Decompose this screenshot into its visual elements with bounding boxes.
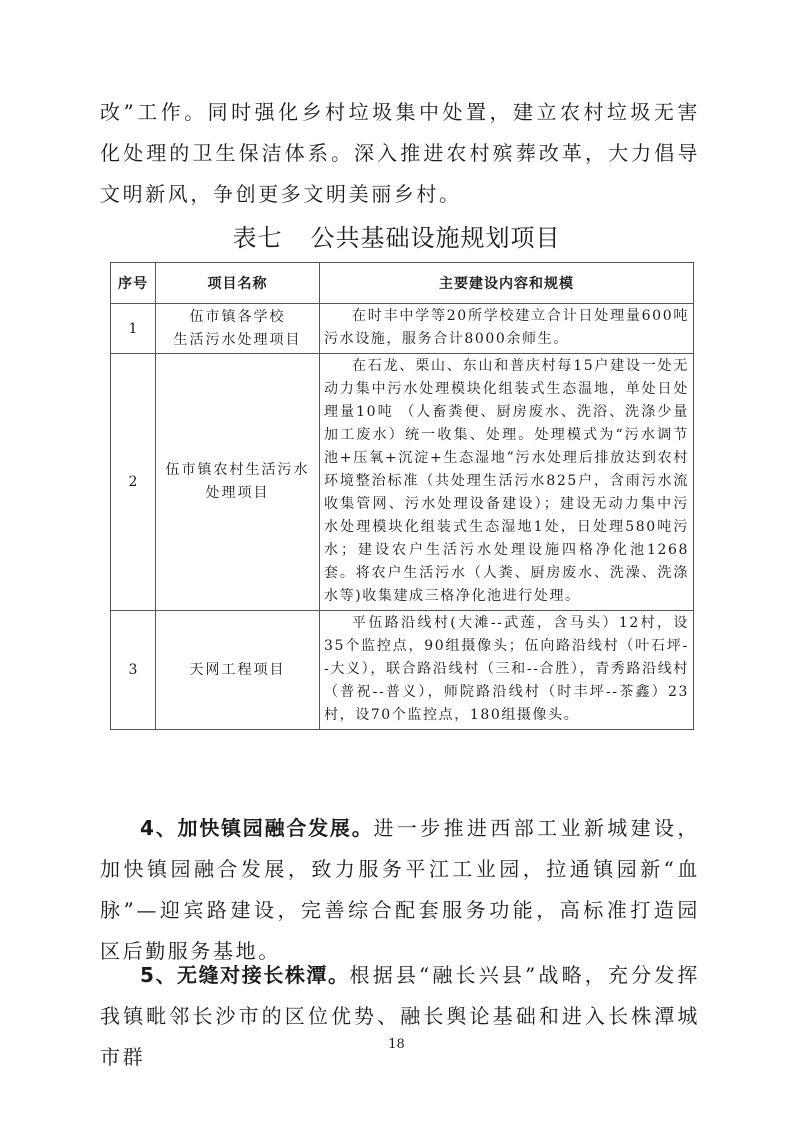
row-content [320,611,694,730]
row-name [156,354,320,611]
table-row [111,354,694,611]
row-content-text: 在时丰中学等20所学校建立合计日处理量600吨污水设施，服务合计8000余师生。 [324,308,689,347]
header-no: 序号 [111,263,156,304]
row-content-text: 平伍路沿线村(大滩--武莲，含马头）12村，设35个监控点，90组摄像头；伍向路沿线村（叶石坪--大义），联合路沿线村（三和--合胜），青秀路沿线村（普祝--普义），师院路沿线村（时丰坪--茶鑫）23村，设70个监控点，180组摄像头。 [324,615,689,723]
table-header-row [111,263,694,304]
row-name-line: 生活污水处理项目 [173,331,302,348]
row-name-line: 伍市镇各学校 [189,308,286,325]
row-name [156,611,320,730]
page-number: 18 [388,1037,405,1052]
section-5-body: 根据县“融长兴县”战略，充分发挥我镇毗邻长沙市的区位优势、融长舆论基础和进入长株潭城市群 [100,963,700,1069]
row-content [320,354,694,611]
row-name-line: 伍市镇农村生活污水 [165,462,310,478]
table-row [111,304,694,354]
row-content [320,304,694,354]
section-4-body: 进一步推进西部工业新城建设，加快镇园融合发展，致力服务平江工业园，拉通镇园新“血脉”—迎宾路建设，完善综合配套服务功能，高标准打造园区后勤服务基地。 [100,816,700,963]
row-no: 3 [111,611,156,730]
row-content-text: 在石龙、栗山、东山和普庆村每15户建设一处无动力集中污水处理模块化组装式生态温地，单处日处理量10吨 （人畜粪便、厨房废水、洗浴、洗涤少量加工废水）统一收集、处理。处理模式为“污水调节池+压氧+沉淀+生态湿地”污水处理后排放达到农村环境整治标准（共处理生活污水825户，含雨污水流收集管网、污水处理设备建设）；建设无动力集中污水处理模块化组装式生态湿地1处，日处理580吨污水；建设农户生活污水处理设施四格净化池1268套。将农户生活污水（人粪、厨房废水、洗澡、洗涤水等)收集建成三格净化池进行处理。 [324,358,689,604]
section-4-heading: 4、加快镇园融合发展。 [140,816,374,840]
row-no: 2 [111,354,156,611]
table-title-prefix: 表七 [232,224,283,252]
section-4-paragraph [100,808,700,972]
section-5-heading: 5、无缝对接长株潭。 [140,963,350,987]
table-title [0,218,793,253]
row-no: 1 [111,304,156,354]
header-name: 项目名称 [156,263,320,304]
table-title-text: 公共基础设施规划项目 [310,224,561,252]
infrastructure-table [110,262,694,730]
row-name [156,304,320,354]
table-row [111,611,694,730]
row-name-line: 处理项目 [205,485,270,501]
intro-paragraph: 改”工作。同时强化乡村垃圾集中处置，建立农村垃圾无害化处理的卫生保洁体系。深入推进农村殡葬改革，大力倡导文明新风，争创更多文明美丽乡村。 [100,100,700,206]
header-content: 主要建设内容和规模 [320,263,694,304]
section-5-paragraph [100,955,700,1078]
row-name-line: 天网工程项目 [189,661,286,678]
